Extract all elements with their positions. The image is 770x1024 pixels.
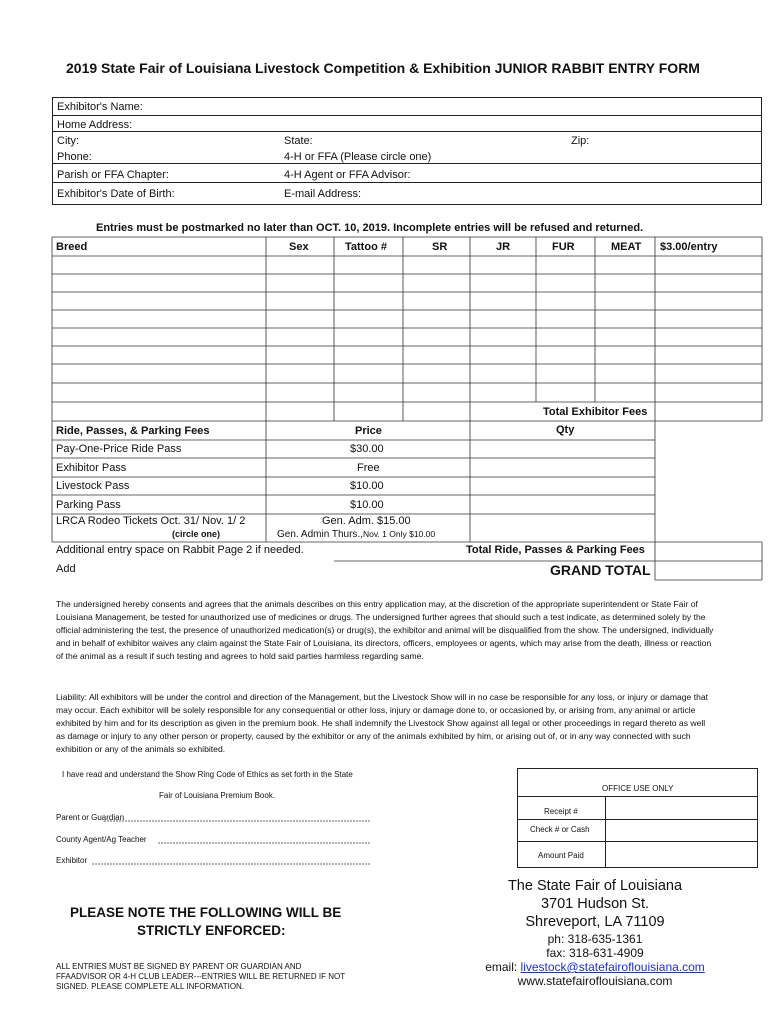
rodeo-price-thursday-b: Nov. 1 Only $10.00 — [362, 529, 436, 539]
notice-text-2: FFAADVISOR OR 4-H CLUB LEADER---ENTRIES WILL BE RETURNED IF NOT — [56, 972, 346, 981]
org-website[interactable]: www.statefairoflouisiana.com — [517, 974, 673, 988]
dob-field[interactable]: Exhibitor's Date of Birth: — [57, 188, 175, 200]
grand-total-label: GRAND TOTAL — [550, 562, 651, 578]
rodeo-circle-note: (circle one) — [172, 529, 221, 539]
org-email-row — [470, 960, 720, 974]
col-tattoo: Tattoo # — [345, 241, 387, 253]
notice-heading-1: PLEASE NOTE THE FOLLOWING WILL BE — [70, 905, 342, 920]
org-fax: fax: 318-631-4909 — [546, 946, 644, 960]
address-block — [470, 877, 720, 988]
add-label: Add — [56, 563, 76, 575]
email-field[interactable]: E-mail Address: — [284, 188, 362, 200]
fee-price: Free — [357, 462, 380, 474]
price-header: Price — [355, 425, 382, 437]
fee-price: $10.00 — [350, 480, 384, 492]
fee-item: Livestock Pass — [56, 480, 130, 492]
page-title: 2019 State Fair of Louisiana Livestock Competition & Exhibition JUNIOR RABBIT ENTRY FORM — [66, 60, 700, 76]
liability-paragraph: Liability: All exhibitors will be under the control and direction of the Management, but the Livestock Show will in no case be responsible for any loss, or injury or damage that may occur. Each exhibitor will be solely responsible for any consequential or other loss, injury or damage done to, or occasioned by, or arising from, any animal or article exhibited by him and for its description as given in the premium book. He shall indemnify the Livestock Show against all legal or other proceedings in regard thereto as well as damage or injury to any other person or property, caused by the exhibitor or any of the animals exhibited by him, or arising out of, or in any way connected with such exhibition or any of the animals so exhibited. — [56, 692, 709, 754]
fee-item: Exhibitor Pass — [56, 462, 127, 474]
qty-header: Qty — [556, 424, 575, 436]
fee-price: $30.00 — [350, 443, 384, 455]
parent-signature-label[interactable]: Parent or Guardian — [56, 813, 125, 822]
check-cash-label: Check # or Cash — [530, 825, 590, 834]
org-street: 3701 Hudson St. — [540, 896, 650, 912]
col-breed: Breed — [56, 241, 88, 253]
exhibitor-name-field[interactable]: Exhibitor's Name: — [57, 101, 143, 113]
total-ride-fees-label: Total Ride, Passes & Parking Fees — [466, 544, 645, 556]
fee-item: Pay-One-Price Ride Pass — [56, 443, 182, 455]
rodeo-price-general: Gen. Adm. $15.00 — [322, 515, 411, 527]
col-sr: SR — [432, 241, 448, 253]
additional-entry-note: Additional entry space on Rabbit Page 2 if needed. — [56, 544, 304, 556]
rodeo-price-thursday-a: Gen. Admin Thurs., — [277, 529, 363, 540]
county-agent-signature-label[interactable]: County Agent/Ag Teacher — [56, 835, 147, 844]
col-jr: JR — [496, 241, 511, 253]
fee-price: $10.00 — [350, 499, 384, 511]
agent-field[interactable]: 4-H Agent or FFA Advisor: — [284, 169, 411, 181]
parish-field[interactable]: Parish or FFA Chapter: — [57, 169, 169, 181]
ethics-statement-2: Fair of Louisiana Premium Book. — [159, 791, 276, 800]
deadline-notice: Entries must be postmarked no later than OCT. 10, 2019. Incomplete entries will be refused and returned. — [96, 222, 644, 234]
notice-text-3: SIGNED. PLEASE COMPLETE ALL INFORMATION. — [56, 982, 245, 991]
exhibitor-signature-label[interactable]: Exhibitor — [56, 856, 88, 865]
notice-heading-2: STRICTLY ENFORCED: — [137, 923, 286, 938]
org-city: Shreveport, LA 71109 — [525, 914, 665, 930]
col-fee: $3.00/entry — [660, 241, 718, 253]
rodeo-label: LRCA Rodeo Tickets Oct. 31/ Nov. 1/ 2 — [56, 515, 246, 527]
phone-field[interactable]: Phone: — [57, 151, 92, 163]
city-field[interactable]: City: — [57, 135, 79, 147]
fee-item: Parking Pass — [56, 499, 121, 511]
email-link[interactable]: livestock@statefairoflouisiana.com — [520, 960, 705, 974]
email-label: email: — [485, 960, 518, 974]
ethics-statement-1: I have read and understand the Show Ring Code of Ethics as set forth in the State — [62, 770, 353, 779]
rodeo-price-thursday — [277, 529, 435, 540]
receipt-label: Receipt # — [544, 807, 578, 816]
home-address-field[interactable]: Home Address: — [57, 119, 133, 131]
zip-field[interactable]: Zip: — [571, 135, 590, 147]
col-meat: MEAT — [611, 241, 642, 253]
office-use-title: OFFICE USE ONLY — [602, 784, 674, 793]
fees-header: Ride, Passes, & Parking Fees — [56, 425, 210, 437]
col-fur: FUR — [552, 241, 575, 253]
notice-text-1: ALL ENTRIES MUST BE SIGNED BY PARENT OR GUARDIAN AND — [56, 962, 302, 971]
state-field[interactable]: State: — [284, 135, 313, 147]
consent-paragraph: The undersigned hereby consents and agrees that the animals describes on this entry application may, at the discretion of the appropriate superintendent or State Fair of Louisiana Management, be tested for unauthorized use of medicines or drugs. The undersigned further agrees that should such a test indicate, as determined solely by the official administering the test, the presence of unauthorized medication(s) or drug(s), the exhibitor and animal will be disqualified from the show. The undersigned, individually and in behalf of exhibitor waives any claim against the State Fair of Louisiana, its directors, officers, employees or agents, which may arise from the death, illness or reaction of the animal as a result if such testing and agrees to hold said parties harmless regarding same. — [56, 599, 714, 661]
office-use-box — [517, 768, 758, 868]
club-selection[interactable]: 4-H or FFA (Please circle one) — [284, 151, 432, 163]
col-sex: Sex — [289, 241, 309, 253]
org-name: The State Fair of Louisiana — [507, 878, 683, 894]
amount-paid-label: Amount Paid — [538, 851, 584, 860]
total-exhibitor-fees-label: Total Exhibitor Fees — [543, 406, 648, 418]
org-phone: ph: 318-635-1361 — [547, 932, 643, 946]
